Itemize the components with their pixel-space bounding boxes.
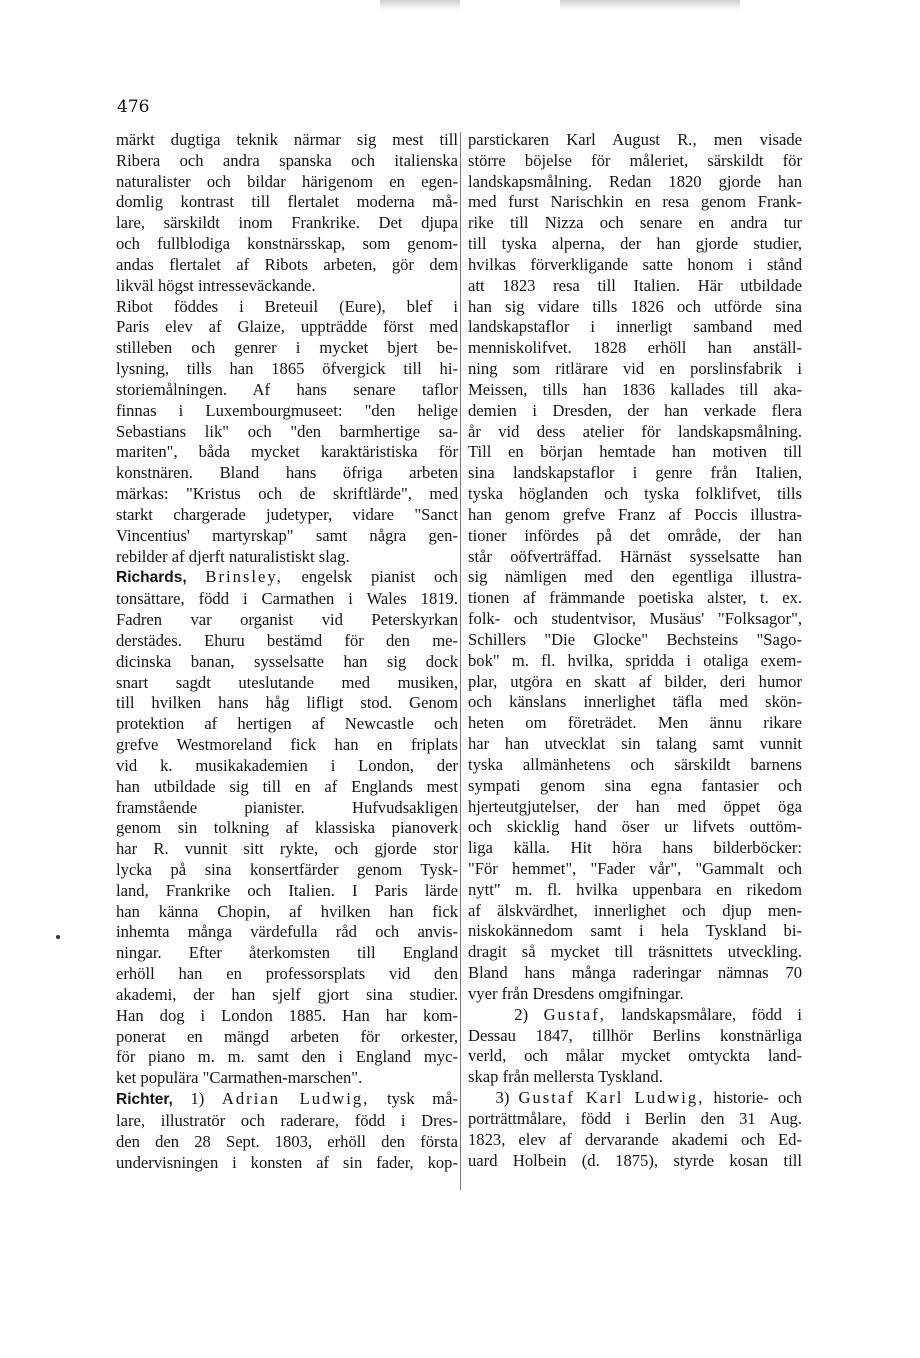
text-line: märkas: "Kristus och de skriftlärde", med [116,484,458,504]
text-line: likväl högst intresseväckande. [116,275,316,295]
text-line: storiemålningen. Af hans senare taflor [116,379,458,399]
text-line: Han dog i London 1885. Han har kom- [116,1005,458,1025]
entry-number: 2) [514,1004,529,1024]
text-line: naturalister och bildar härigenom en egen- [116,171,458,191]
text-line: och känslans innerlighet täfla med skön- [468,692,802,712]
entry-number: 3) [495,1088,510,1108]
text-line: Ribot föddes i Breteuil (Eure), blef i [116,296,458,316]
entry-body [468,1026,802,1088]
text-line: rebilder af djerft naturalistiskt slag. [116,546,350,566]
text-line: att 1823 resa till Italien. Här utbildade [468,275,802,295]
text-line: bok" m. fl. hvilka, spridda i otaliga exem- [468,650,802,670]
text-line: Sebastians lik" och "den barmhertige sa- [116,421,458,441]
text-line: har han utvecklat sin talang samt vunnit [468,734,802,754]
text-line: Ribera och andra spanska och italienska [116,150,458,170]
text-line: sig nämligen med den egentliga illustra- [468,567,802,587]
text-line: landskapstaflor i innerligt samband med [468,317,802,337]
text-line: för piano m. m. samt den i England myc- [116,1047,458,1067]
text-line: lycka på sina konsertfärder genom Tysk- [116,859,458,879]
text-line: akademi, der han sjelf gjort sina studier. [116,984,458,1004]
text-line: landskapsmålning. Redan 1820 gjorde han [468,171,802,191]
text-line: framstående pianister. Hufvudsakligen [116,797,458,817]
text-line: märkt dugtiga teknik närmar sig mest till [116,130,458,149]
scan-edge-shadow [380,0,460,10]
text-line: 1823, elev af dervarande akademi och Ed- [468,1129,802,1149]
column-divider [460,132,461,1190]
text-line: tyska allmänhetens och särskildt barnens [468,754,802,774]
text-line: af älskvärdhet, innerlighet och djup men- [468,900,802,920]
text-line: land, Frankrike och Italien. I Paris lärde [116,880,458,900]
text-line: mariten", båda mycket karaktäristiska för [116,442,458,462]
text-line: andas flertalet af Ribots arbeten, gör dem [116,254,458,274]
text-line: han känna Chopin, af hvilken han fick [116,901,458,921]
text-line: plar, utgöra en skatt af bilder, deri humor [468,671,802,691]
entry-heading-line [468,1088,802,1109]
text-line: Vincentius' martyrskap" samt några gen- [116,525,458,545]
text-line: tionen af främmande poetiska alster, t. ex. [468,588,802,608]
text-line: större böjelse för måleriet, särskildt för [468,150,802,170]
left-column [116,130,458,1173]
text-line: har R. vunnit sitt rykte, och gjorde stor [116,839,458,859]
page-number: 476 [117,97,150,117]
entry-heading-rest: landskapsmålare, född i [621,1004,803,1024]
text-line: lare, illustratör och raderare, född i Dres- [116,1110,458,1130]
text-line: tyska höglanden och tyska folklifvet, tills [468,484,802,504]
entry-name: Gustaf, [543,1004,606,1024]
right-column [468,130,802,1171]
scan-edge-shadow [560,0,740,10]
entry-name: Adrian Ludwig, [221,1089,370,1109]
text-line: tioner infördes på det område, der han [468,525,802,545]
text-line: undervisningen i konsten af sin fader, kop- [116,1152,458,1172]
richter-article-continuation [468,130,802,1005]
text-line: snart sagdt uteslutande med musiken, [116,672,458,692]
text-line: lysning, tills han 1865 öfvergick till hi- [116,359,458,379]
text-line: med furst Narischkin en resa genom Frank- [468,192,802,212]
text-line: ket populära "Carmathen-marschen". [116,1068,363,1088]
entry-name: Brinsley, [205,567,283,587]
text-line: stilleben och genrer i mycket bjert be- [116,338,458,358]
text-line: heten om företrädet. Men ännu rikare [468,713,802,733]
entry-body [468,1109,802,1171]
text-line: nytt" m. fl. hvilka uppenbara en rikedom [468,879,802,899]
text-line: till hvilken hans håg lifligt stod. Genom [116,693,458,713]
entry-headword: Richards, [116,569,187,587]
text-line: år vid dess atelier för landskapsmålning. [468,421,802,441]
text-line: skap från mellersta Tyskland. [468,1067,663,1087]
entry-heading-line [116,1089,458,1111]
text-line: Paris elev af Glaize, uppträdde först med [116,317,458,337]
text-line: ponerat en mängd arbeten för orkester, [116,1026,458,1046]
margin-speck [56,935,60,939]
text-line: vid k. musikakademien i London, der [116,755,458,775]
text-line: han sig vidare tills 1826 och utförde sina [468,296,802,316]
text-line: ningar. Efter återkomsten till England [116,943,458,963]
text-line: protektion af hertigen af Newcastle och [116,714,458,734]
text-line: dicinska banan, sysselsatte han sig dock [116,651,458,671]
text-line: genom sin tolkning af klassiska pianoverk [116,818,458,838]
text-line: Till en början hemtade han motiven till [468,442,802,462]
entry-richter [116,1089,458,1173]
text-line: "För hemmet", "Fader vår", "Gammalt och [468,858,802,878]
text-line: uard Holbein (d. 1875), styrde kosan till [468,1150,802,1170]
text-line: rike till Nizza och senare en andra tur [468,213,802,233]
text-line: sympati genom sina egna fantasier och [468,775,802,795]
text-line: inhemta många värdefulla råd och anvis- [116,922,458,942]
text-line: hjerteutgjutelser, der han med öppet öga [468,796,802,816]
text-line: lare, särskildt inom Frankrike. Det djupa [116,213,458,233]
text-line: den den 28 Sept. 1803, erhöll den första [116,1131,458,1151]
text-line: Fadren var organist vid Peterskyrkan [116,610,458,630]
text-line: Meissen, tills han 1836 kallades till aka- [468,379,802,399]
text-line: står oöfverträffad. Härnäst sysselsatte han [468,546,802,566]
text-line: han genom grefve Franz af Poccis illustra- [468,504,802,524]
text-line: och skicklig hand öser ur lifvets outtöm- [468,817,802,837]
text-line: folk- och studentvisor, Musäus' "Folksagor", [468,609,802,629]
entry-heading-rest: tysk må- [386,1089,459,1109]
entry-body [116,1111,458,1173]
text-line: Schillers "Die Glocke" Bechsteins "Sago- [468,629,802,649]
text-line: konstnären. Bland hans öfriga arbeten [116,463,458,483]
entry-richards [116,567,458,1089]
entry-heading-rest: historie- och [713,1088,802,1108]
text-line: finnas i Luxembourgmuseet: "den helige [116,400,458,420]
ribot-article-continuation [116,130,458,567]
text-line: tonsättare, född i Carmathen i Wales 1819. [116,589,458,609]
text-line: han utbildade sig till en af Englands mest [116,776,458,796]
text-line: Dessau 1847, tillhör Berlins konstnärliga [468,1025,802,1045]
text-line: till tyska alperna, der han gjorde studier, [468,234,802,254]
entry-heading-line [468,1005,802,1026]
text-line: ning som ritlärare vid en porslinsfabrik i [468,359,802,379]
text-line: grefve Westmoreland fick han en friplats [116,735,458,755]
text-line: niskokännedom samt i hela Tyskland bi- [468,921,802,941]
text-line: starkt chargerade judetyper, vidare "Sanct [116,504,458,524]
text-line: liga källa. Hit höra hans bilderböcker: [468,838,802,858]
entry-name: Gustaf Karl Ludwig, [518,1088,705,1108]
entry-body [116,589,458,1089]
text-line: och fullblodiga konstnärsskap, som genom- [116,234,458,254]
text-line: parstickaren Karl August R., men visade [468,130,802,149]
text-line: vyer från Dresdens omgifningar. [468,983,684,1003]
text-line: porträttmålare, född i Berlin den 31 Aug. [468,1108,802,1128]
text-line: derstädes. Ehuru bestämd för den me- [116,630,458,650]
text-line: sina landskapstaflor i genre från Italien, [468,463,802,483]
text-line: domlig kontrast till flertalet moderna må- [116,192,458,212]
entry-heading-rest: engelsk pianist och [301,567,458,587]
text-line: demien i Dresden, der han verkade flera [468,400,802,420]
entry-gustaf [468,1005,802,1088]
entry-number: 1) [190,1089,205,1109]
text-line: verld, och målar mycket omtyckta land- [468,1046,802,1066]
text-line: erhöll han en professorsplats vid den [116,964,458,984]
entry-gustaf-karl [468,1088,802,1171]
text-line: menniskolifvet. 1828 erhöll han anställ- [468,338,802,358]
text-line: dragit så mycket till träsnittets utveckling. [468,942,802,962]
text-line: Bland hans många raderingar nämnas 70 [468,963,802,983]
entry-heading-line [116,567,458,589]
text-line: hvilkas förverkligande satte honom i stånd [468,254,802,274]
entry-headword: Richter, [116,1091,173,1109]
